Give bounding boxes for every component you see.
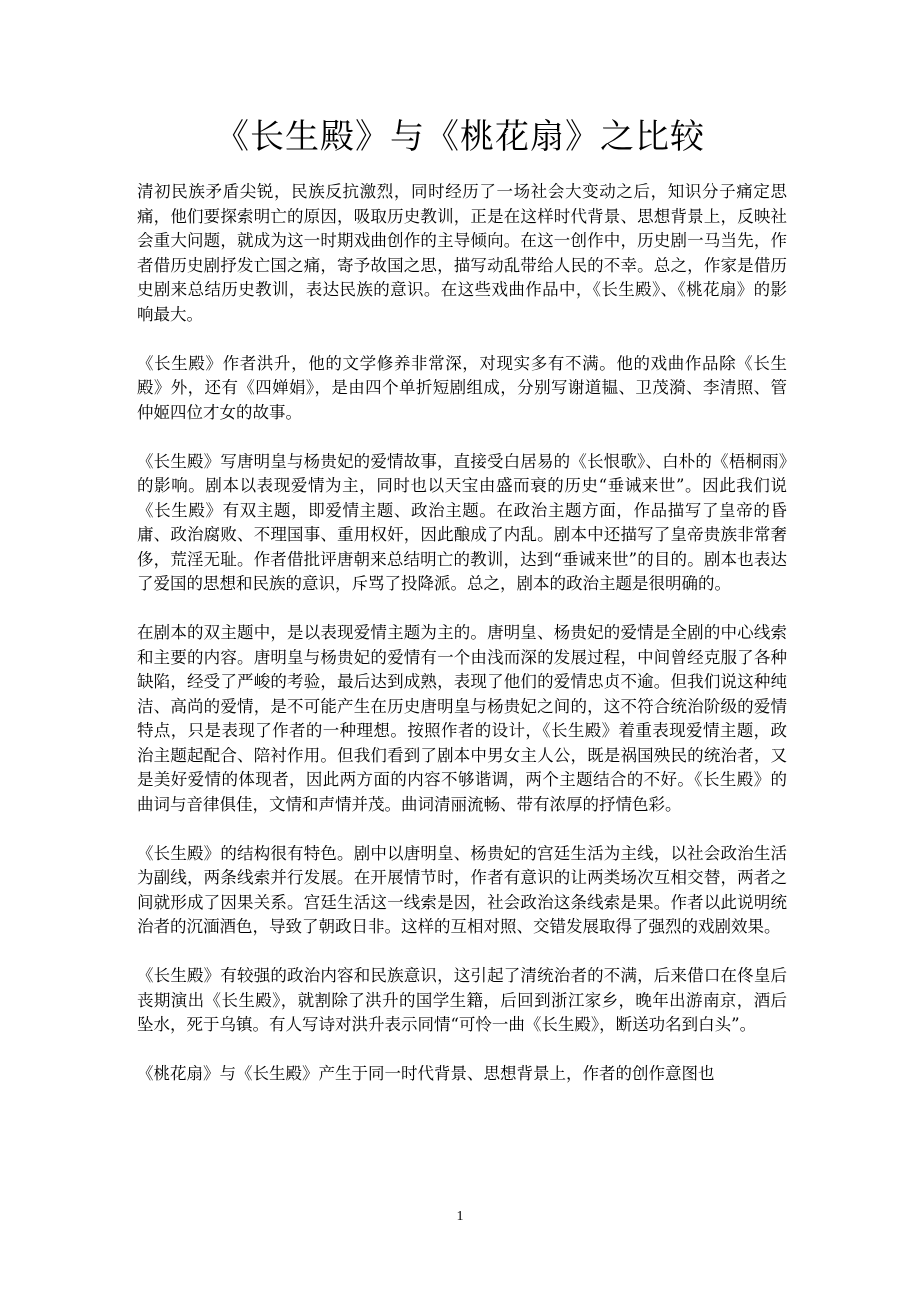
paragraph: 在剧本的双主题中，是以表现爱情主题为主的。唐明皇、杨贵妃的爱情是全剧的中心线索和主要的内容。唐明皇与杨贵妃的爱情有一个由浅而深的发展过程，中间曾经克服了各种缺陷，经受了严峻的考验，最后达到成熟，表现了他们的爱情忠贞不逾。但我们说这种纯洁、高尚的爱情，是不可能产生在历史唐明皇与杨贵妃之间的，这不符合统治阶级的爱情特点，只是表现了作者的一种理想。按照作者的设计，《长生殿》着重表现爱情主题，政治主题起配合、陪衬作用。但我们看到了剧本中男女主人公，既是祸国殃民的统治者，又是美好爱情的体现者，因此两方面的内容不够谐调，两个主题结合的不好。《长生殿》的曲词与音律俱佳，文情和声情并茂。曲词清丽流畅、带有浓厚的抒情色彩。 bbox=[137, 623, 787, 814]
paragraph: 《长生殿》有较强的政治内容和民族意识，这引起了清统治者的不满，后来借口在佟皇后丧期演出《长生殿》，就割除了洪升的国学生籍，后回到浙江家乡，晚年出游南京，酒后坠水，死于乌镇。有人写诗对洪升表示同情“可怜一曲《长生殿》，断送功名到白头”。 bbox=[137, 966, 787, 1034]
document-body bbox=[137, 180, 787, 1111]
paragraph: 清初民族矛盾尖锐，民族反抗激烈，同时经历了一场社会大变动之后，知识分子痛定思痛，他们要探索明亡的原因，吸取历史教训，正是在这样时代背景、思想背景上，反映社会重大问题，就成为这一时期戏曲创作的主导倾向。在这一创作中，历史剧一马当先，作者借历史剧抒发亡国之痛，寄予故国之思，描写动乱带给人民的不幸。总之，作家是借历史剧来总结历史教训，表达民族的意识。在这些戏曲作品中，《长生殿》、《桃花扇》的影响最大。 bbox=[137, 182, 787, 324]
page-number: 1 bbox=[456, 1209, 464, 1224]
paragraph: 《长生殿》的结构很有特色。剧中以唐明皇、杨贵妃的宫廷生活为主线，以社会政治生活为副线，两条线索并行发展。在开展情节时，作者有意识的让两类场次互相交替，两者之间就形成了因果关系。宫廷生活这一线索是因，社会政治这条线索是果。作者以此说明统治者的沉湎酒色，导致了朝政日非。这样的互相对照、交错发展取得了强烈的戏剧效果。 bbox=[137, 843, 787, 936]
paragraph: 《长生殿》写唐明皇与杨贵妃的爱情故事，直接受白居易的《长恨歌》、白朴的《梧桐雨》的影响。剧本以表现爱情为主，同时也以天宝由盛而衰的历史“垂诫来世”。因此我们说《长生殿》有双主题，即爱情主题、政治主题。在政治主题方面，作品描写了皇帝的昏庸、政治腐败、不理国事、重用权奸，因此酿成了内乱。剧本中还描写了皇帝贵族非常奢侈，荒淫无耻。作者借批评唐朝来总结明亡的教训，达到“垂诫来世”的目的。剧本也表达了爱国的思想和民族的意识，斥骂了投降派。总之，剧本的政治主题是很明确的。 bbox=[137, 451, 787, 593]
document-title: 《长生殿》与《桃花扇》之比较 bbox=[215, 117, 705, 157]
paragraph: 《长生殿》作者洪升，他的文学修养非常深，对现实多有不满。他的戏曲作品除《长生殿》外，还有《四婵娟》，是由四个单折短剧组成，分别写谢道韫、卫茂漪、李清照、管仲姬四位才女的故事。 bbox=[137, 353, 787, 422]
paragraph: 《桃花扇》与《长生殿》产生于同一时代背景、思想背景上，作者的创作意图也 bbox=[137, 1064, 715, 1083]
